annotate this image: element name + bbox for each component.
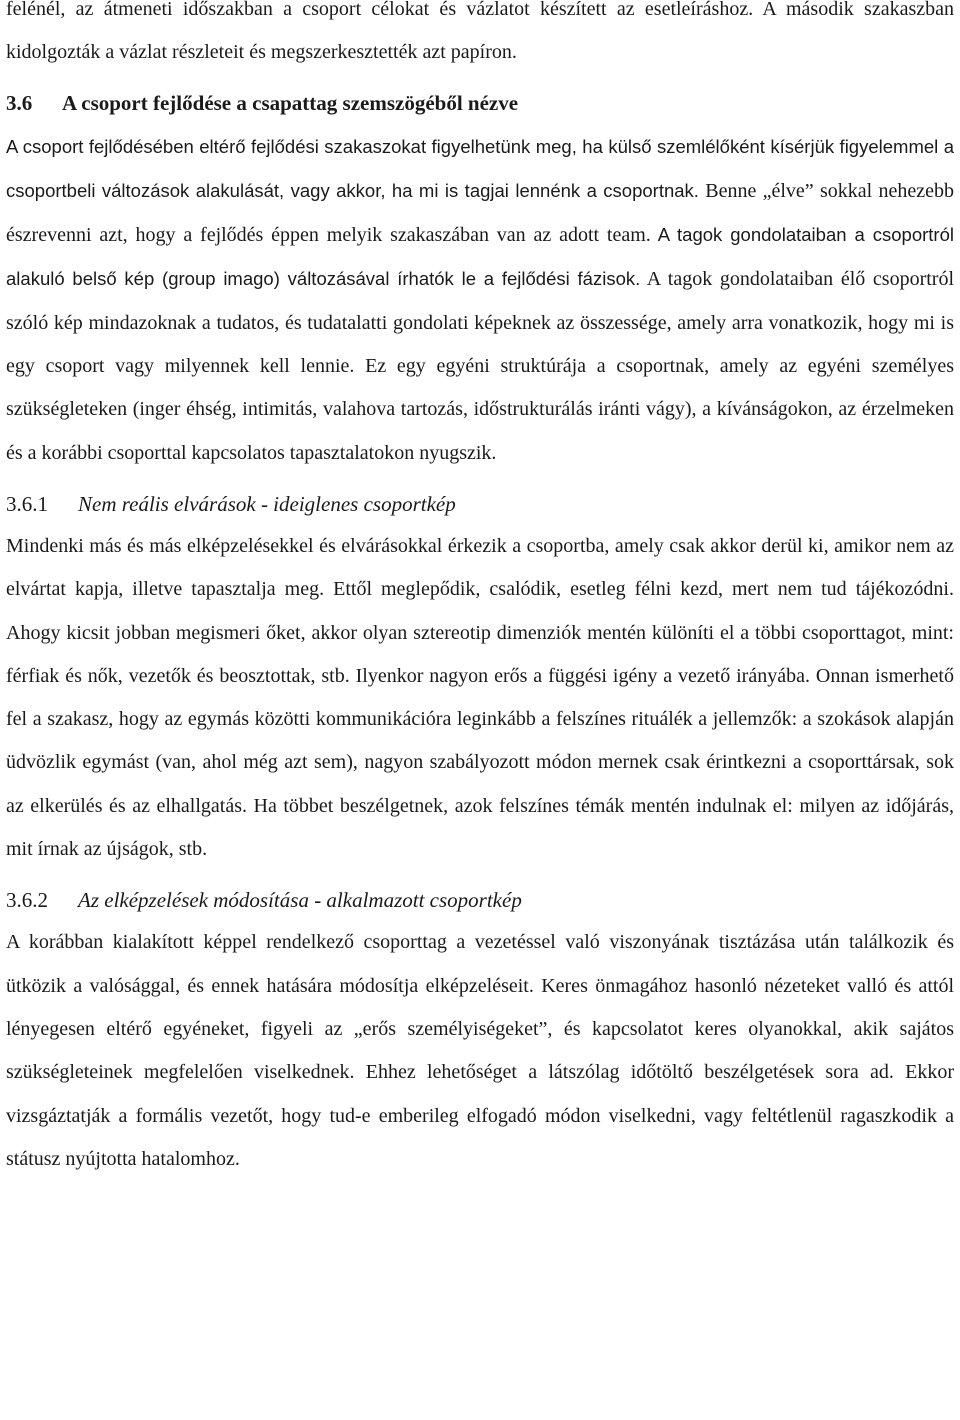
paragraph-text-part: A csoport fejlődésében eltérő fejlődési szakaszokat figyelhetünk meg, ha külső szemlélőként kísérjük figyelemmel a csoportbeli változások alakulását, vagy akkor, ha mi is tagjai lennénk a csoportnak. (6, 135, 954, 201)
subsection-number: 3.6.1 (6, 491, 48, 516)
section-heading-3-6 (6, 81, 954, 125)
section-3-6-1-paragraph: Mindenki más és más elképzelésekkel és elvárásokkal érkezik a csoportba, amely csak akkor derül ki, amikor nem az elvártat kapja, illetve tapasztalja meg. Ettől meglepődik, csalódik, esetleg félni kezd, mert nem tud tájékozódni. Ahogy kicsit jobban megismeri őket, akkor olyan sztereotip dimenziók mentén különíti el a többi csoporttagot, mint: férfiak és nők, vezetők és beosztottak, stb. Ilyenkor nagyon erős a függési igény a vezető irányába. Onnan ismerhető fel a szakasz, hogy az egymás közötti kommunikációra leginkább a felszínes rituálék a jellemzők: a szokások alapján üdvözlik egymást (van, ahol még azt sem), nagyon szabályozott módon mernek csak érintkezni a csoporttársak, sok az elkerülés és az elhallgatás. Ha többet beszélgetnek, azok felszínes témák mentén indulnak el: milyen az időjárás, mit írnak az újságok, stb. (6, 534, 954, 861)
subsection-title: Az elképzelések módosítása - alkalmazott csoportkép (78, 888, 522, 913)
section-3-6-paragraph (6, 125, 954, 475)
section-3-6-2-paragraph: A korábban kialakított képpel rendelkező csoporttag a vezetéssel való viszonyának tisztázása után találkozik és ütközik a valósággal, és ennek hatására módosítja elképzeléseit. Keres önmagához hasonló nézeteket valló és attól lényegesen eltérő egyéneket, figyeli az „erős személyiségeket”, és kapcsolatot keres olyanokkal, akik sajátos szükségleteinek megfelelően viselkednek. Ehhez lehetőséget a látszólag időtöltő beszélgetések sora ad. Ekkor vizsgáztatják a formális vezetőt, hogy tud-e emberileg elfogadó módon viselkedni, vagy feltétlenül ragaszkodik a státusz nyújtotta hatalomhoz. (6, 931, 954, 1170)
document-page (6, 0, 954, 1181)
subsection-number: 3.6.2 (6, 888, 48, 913)
subsection-title: Nem reális elvárások - ideiglenes csoportkép (78, 491, 456, 516)
paragraph-text-part: A tagok gondolataiban a csoportról alakuló belső kép (group imago) változásával írhatók le a fejlődési fázisok. (6, 224, 954, 290)
intro-paragraph: felénél, az átmeneti időszakban a csoport célokat és vázlatot készített az esetleíráshoz. A második szakaszban kidolgozták a vázlat részleteit és megszerkesztették azt papíron. (6, 0, 954, 64)
subsection-heading-3-6-1 (6, 482, 954, 526)
paragraph-text-part: Ez egy egyéni struktúrája a csoportnak, amely az egyéni személyes szükségleteken (inger éhség, intimitás, valahova tartozás, időstrukturálás iránti vágy), a kívánságokon, az érzelmeken és a korábbi csoporttal kapcsolatos tapasztalatokon nyugszik. (6, 355, 954, 464)
section-title: A csoport fejlődése a csapattag szemszögéből nézve (62, 90, 519, 115)
section-number: 3.6 (6, 90, 33, 115)
subsection-heading-3-6-2 (6, 878, 954, 922)
paragraph-text-part: A tagok gondolataiban élő csoportról szóló kép mindazoknak a tudatos, és tudatalatti gondolati képeknek az összessége, amely arra vonatkozik, hogy mi is egy csoport vagy milyennek kell lennie. (6, 268, 954, 378)
paragraph-text-part: Benne „élve” sokkal nehezebb észrevenni azt, hogy a fejlődés éppen melyik szakaszában van az adott team. (6, 179, 954, 247)
